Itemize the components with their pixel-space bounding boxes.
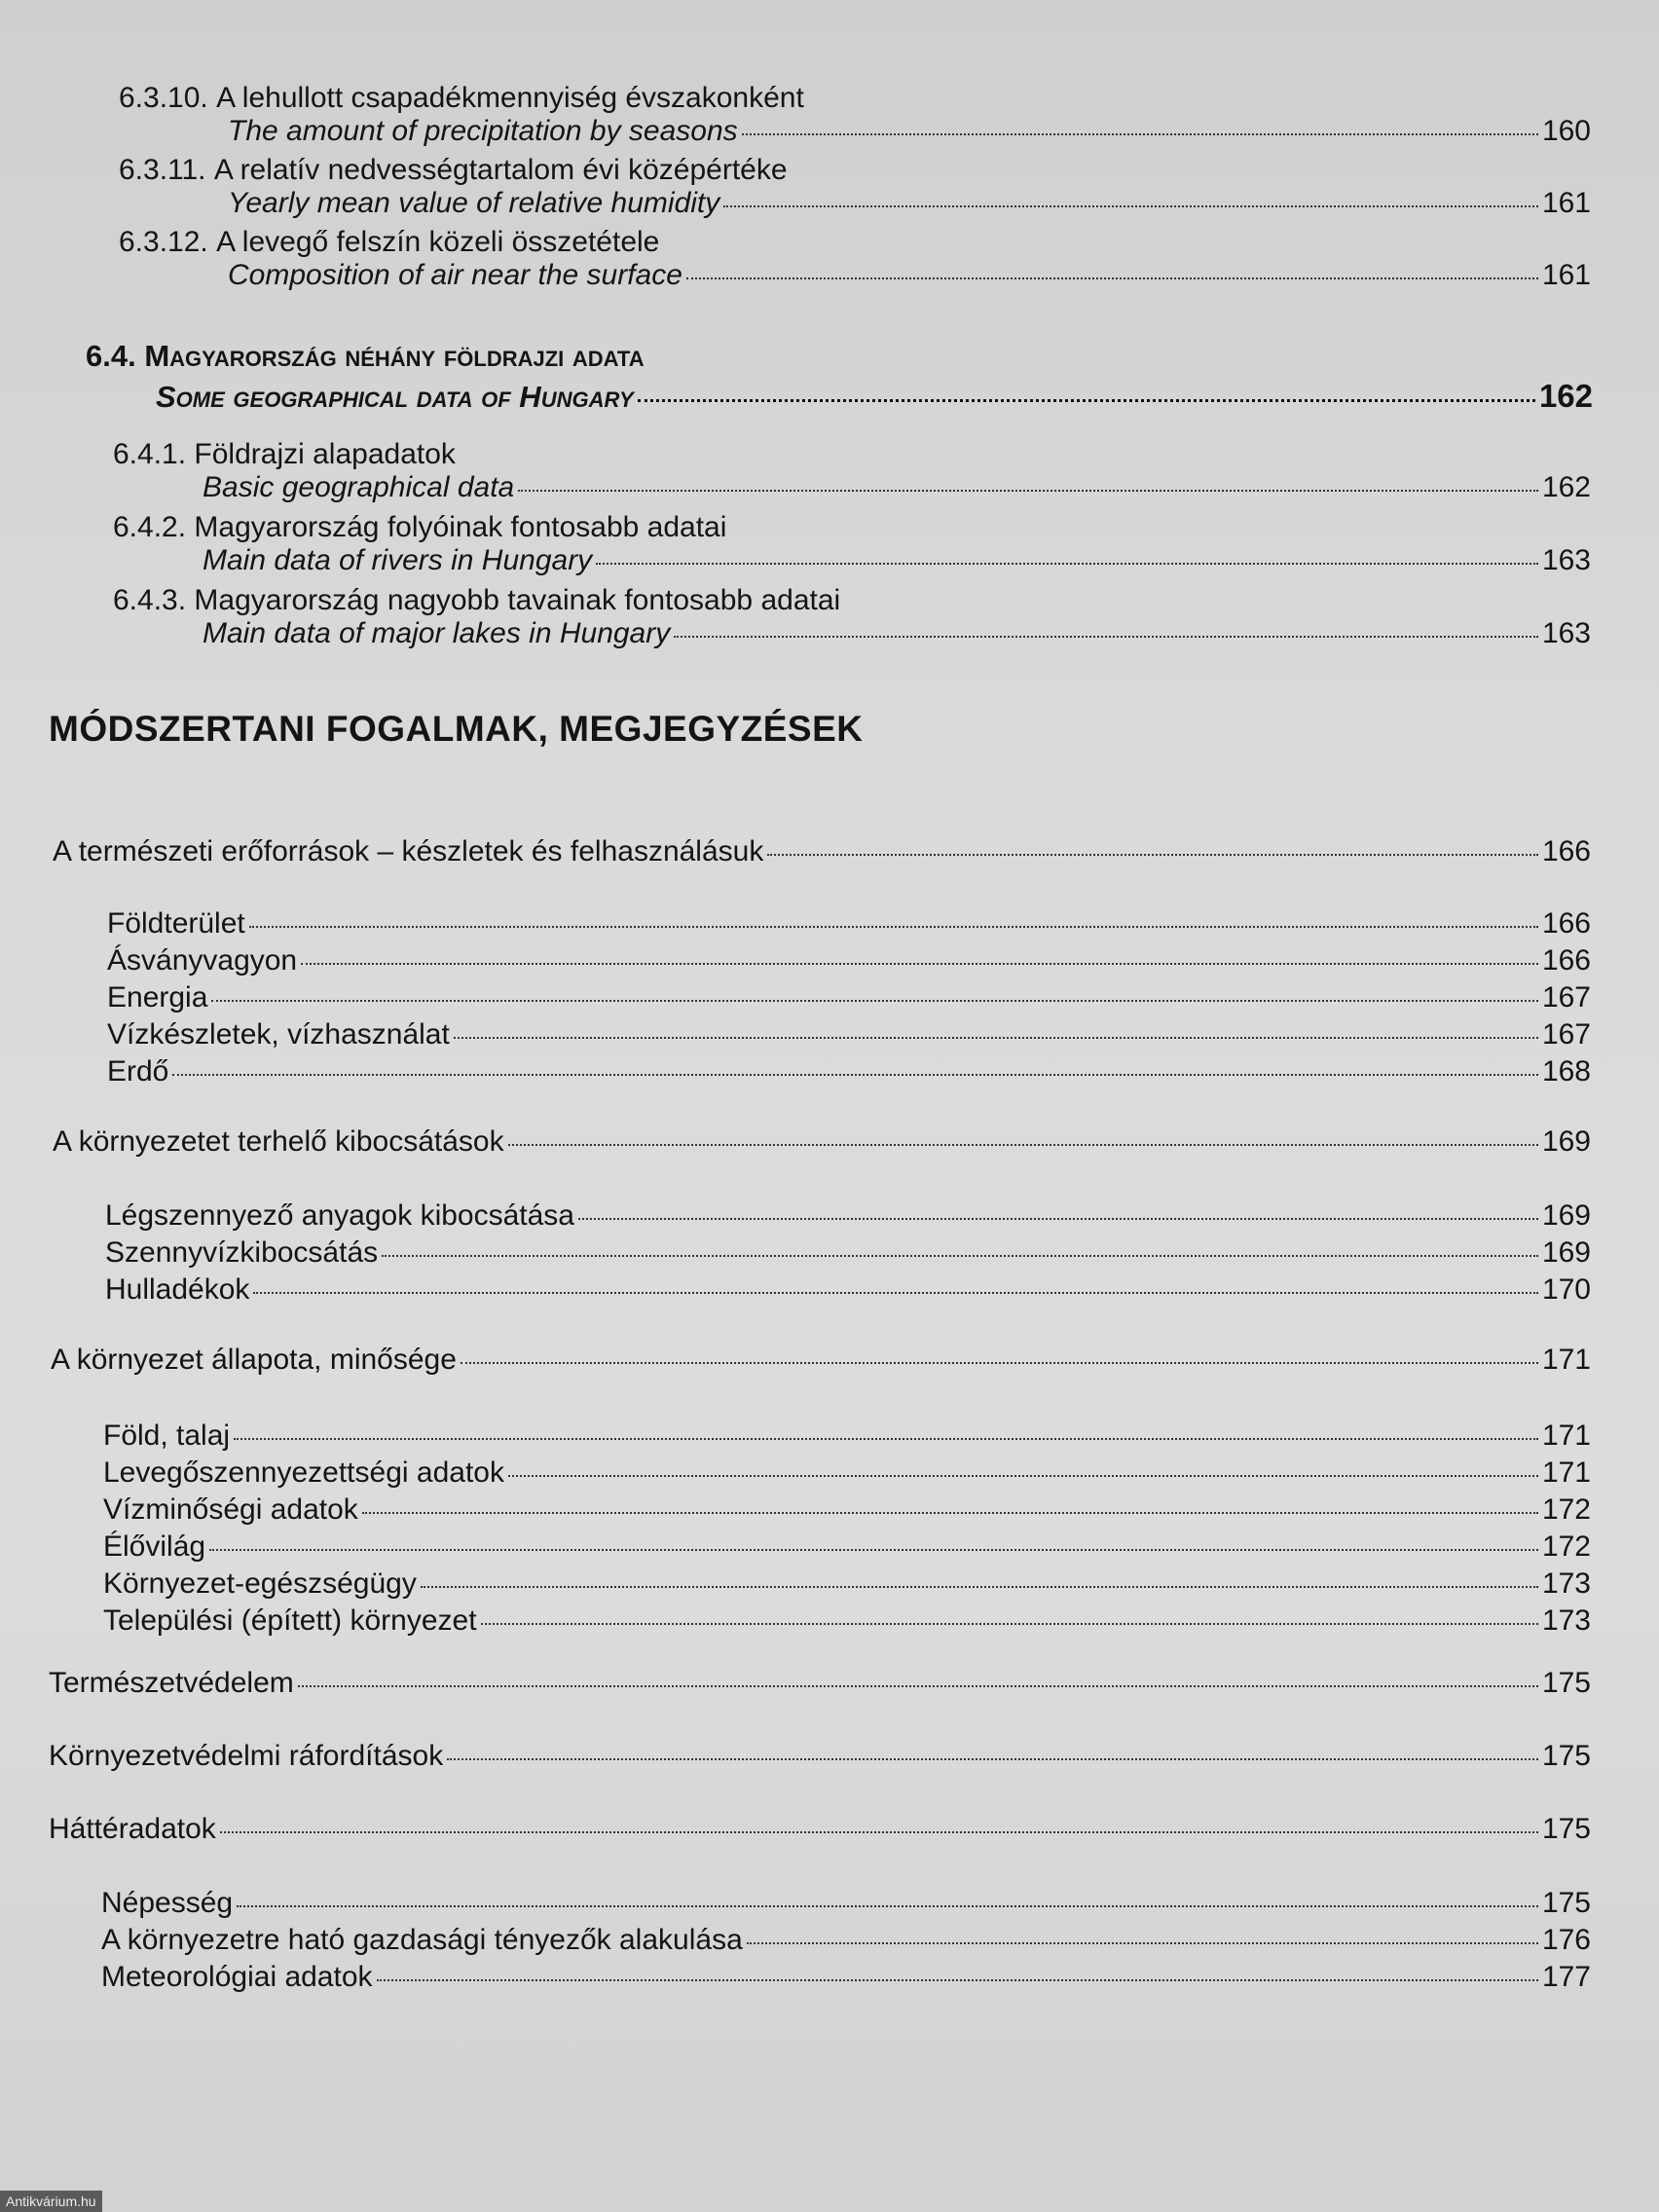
group-title: Környezetvédelmi ráfordítások	[49, 1740, 444, 1772]
leader-dots	[508, 1144, 1538, 1146]
toc-subitem[interactable]	[107, 1053, 1591, 1090]
page-number: 168	[1541, 1055, 1591, 1088]
toc-entry-6-4-3[interactable]	[113, 584, 1591, 650]
section-title-en: Some geographical data of Hungary	[156, 380, 634, 414]
toc-title-en: The amount of precipitation by seasons	[228, 115, 738, 147]
page-number: 171	[1541, 1344, 1591, 1376]
page-number: 172	[1541, 1530, 1591, 1563]
section-title-hu: Magyarország néhány földrajzi adata	[144, 339, 645, 373]
page-number: 162	[1541, 471, 1591, 503]
toc-group-environmental-expenditures[interactable]	[49, 1740, 1591, 1773]
page-number: 176	[1541, 1924, 1591, 1956]
toc-title-en: Yearly mean value of relative humidity	[228, 187, 720, 219]
watermark: Antikvárium.hu	[0, 2191, 102, 2212]
toc-subitem[interactable]	[103, 1418, 1591, 1455]
toc-subitem[interactable]	[105, 1235, 1591, 1272]
toc-group-emissions[interactable]	[53, 1125, 1591, 1159]
page-number: 166	[1541, 907, 1591, 940]
leader-dots	[237, 1905, 1538, 1907]
toc-number: 6.3.12.	[119, 226, 208, 258]
leader-dots	[301, 963, 1538, 965]
toc-title-hu: Magyarország folyóinak fontosabb adatai	[194, 511, 727, 543]
toc-subitem[interactable]	[107, 905, 1591, 942]
toc-subitem[interactable]	[103, 1603, 1591, 1640]
toc-group-background-data[interactable]	[49, 1813, 1591, 1846]
toc-subitem[interactable]	[105, 1198, 1591, 1235]
toc-subitems-background-data	[101, 1885, 1591, 1996]
subitem-label: Légszennyező anyagok kibocsátása	[105, 1199, 574, 1232]
toc-entry-6-3-10[interactable]	[119, 82, 1591, 148]
leader-dots	[674, 636, 1538, 638]
toc-subitem[interactable]	[103, 1455, 1591, 1492]
leader-dots	[686, 277, 1538, 279]
toc-subitem[interactable]	[107, 1016, 1591, 1053]
toc-subitem[interactable]	[101, 1885, 1591, 1922]
subitem-label: Települési (épített) környezet	[103, 1604, 477, 1637]
toc-subitem[interactable]	[103, 1529, 1591, 1566]
page-number: 177	[1541, 1961, 1591, 1993]
subitem-label: Vízkészletek, vízhasználat	[107, 1018, 450, 1051]
group-title: A környezet állapota, minősége	[51, 1344, 457, 1376]
group-title: Természetvédelem	[49, 1667, 294, 1699]
subitem-label: Meteorológiai adatok	[101, 1961, 373, 1993]
subitem-label: Energia	[107, 981, 208, 1014]
toc-subitem[interactable]	[105, 1272, 1591, 1309]
page-number: 169	[1541, 1236, 1591, 1269]
toc-subitem[interactable]	[103, 1492, 1591, 1529]
page-number: 175	[1541, 1667, 1591, 1699]
subitem-label: Hulladékok	[105, 1273, 250, 1306]
page-number: 166	[1541, 944, 1591, 977]
section-number: 6.4.	[86, 339, 136, 373]
leader-dots	[742, 133, 1538, 135]
toc-title-hu: Magyarország nagyobb tavainak fontosabb adatai	[194, 584, 841, 616]
toc-subitem[interactable]	[103, 1566, 1591, 1603]
page-number: 173	[1541, 1567, 1591, 1600]
leader-dots	[454, 1037, 1538, 1039]
toc-entry-6-3-12[interactable]	[119, 226, 1591, 292]
toc-group-environment-state[interactable]	[51, 1344, 1591, 1377]
leader-dots	[508, 1475, 1538, 1477]
toc-number: 6.3.11.	[119, 154, 206, 186]
leader-dots	[298, 1685, 1538, 1687]
toc-subitem[interactable]	[101, 1922, 1591, 1959]
leader-dots	[638, 399, 1535, 402]
page-number: 172	[1541, 1493, 1591, 1526]
page-number: 170	[1541, 1273, 1591, 1306]
subitem-label: Földterület	[107, 907, 245, 940]
page-number: 163	[1541, 544, 1591, 576]
leader-dots	[249, 926, 1538, 928]
toc-title-en: Basic geographical data	[203, 471, 515, 503]
subitem-label: Föld, talaj	[103, 1419, 231, 1452]
page-number: 173	[1541, 1604, 1591, 1637]
toc-title-hu: A levegő felszín közeli összetétele	[216, 226, 660, 258]
toc-title-hu: A relatív nedvességtartalom évi középértéke	[213, 154, 788, 186]
leader-dots	[767, 854, 1538, 856]
leader-dots	[382, 1255, 1538, 1257]
toc-subitems-natural-resources	[107, 905, 1591, 1090]
page-number: 171	[1541, 1419, 1591, 1452]
toc-group-natural-resources[interactable]	[53, 835, 1591, 868]
leader-dots	[253, 1292, 1538, 1294]
leader-dots	[596, 563, 1538, 565]
toc-subitem[interactable]	[101, 1959, 1591, 1996]
page-number: 167	[1541, 1018, 1591, 1051]
subitem-label: Erdő	[107, 1055, 169, 1088]
toc-title-hu: Földrajzi alapadatok	[194, 438, 456, 470]
toc-number: 6.3.10.	[119, 82, 208, 114]
toc-subitem[interactable]	[107, 979, 1591, 1016]
leader-dots	[377, 1979, 1538, 1981]
subitem-label: Levegőszennyezettségi adatok	[103, 1456, 504, 1489]
page-number: 166	[1541, 835, 1591, 867]
toc-number: 6.4.3.	[113, 584, 187, 616]
page-number: 162	[1538, 378, 1593, 414]
leader-dots	[518, 490, 1538, 492]
toc-title-en: Main data of major lakes in Hungary	[203, 617, 671, 649]
leader-dots	[481, 1623, 1538, 1625]
leader-dots	[172, 1074, 1538, 1076]
page-number: 161	[1541, 187, 1591, 219]
toc-number: 6.4.2.	[113, 511, 187, 543]
group-title: Háttéradatok	[49, 1813, 216, 1845]
toc-section-6-4[interactable]	[86, 339, 1593, 415]
toc-title-hu: A lehullott csapadékmennyiség évszakonként	[216, 82, 804, 114]
subitem-label: A környezetre ható gazdasági tényezők alakulása	[101, 1924, 743, 1956]
subitem-label: Ásványvagyon	[107, 944, 298, 977]
subitem-label: Szennyvízkibocsátás	[105, 1236, 379, 1269]
page-number: 171	[1541, 1456, 1591, 1489]
leader-dots	[747, 1942, 1538, 1944]
page-number: 163	[1541, 617, 1591, 649]
toc-title-en: Composition of air near the surface	[228, 259, 682, 291]
leader-dots	[723, 205, 1538, 207]
leader-dots	[211, 1000, 1538, 1002]
toc-subitems-emissions	[105, 1198, 1591, 1309]
group-title: A környezetet terhelő kibocsátások	[53, 1125, 504, 1158]
toc-group-nature-protection[interactable]	[49, 1667, 1591, 1700]
methods-heading: MÓDSZERTANI FOGALMAK, MEGJEGYZÉSEK	[49, 709, 864, 749]
page-number: 169	[1541, 1199, 1591, 1232]
leader-dots	[461, 1362, 1538, 1364]
page-number: 175	[1541, 1740, 1591, 1772]
toc-entry-6-3-11[interactable]	[119, 154, 1591, 220]
leader-dots	[209, 1549, 1538, 1551]
toc-entry-6-4-2[interactable]	[113, 511, 1591, 577]
page-number: 175	[1541, 1887, 1591, 1919]
leader-dots	[362, 1512, 1538, 1514]
leader-dots	[220, 1831, 1538, 1833]
toc-subitems-environment-state	[103, 1418, 1591, 1640]
page-number: 167	[1541, 981, 1591, 1014]
leader-dots	[421, 1586, 1538, 1588]
group-title: A természeti erőforrások – készletek és felhasználásuk	[53, 835, 764, 867]
page-number: 160	[1541, 115, 1591, 147]
toc-number: 6.4.1.	[113, 438, 187, 470]
leader-dots	[447, 1758, 1538, 1760]
subitem-label: Vízminőségi adatok	[103, 1493, 358, 1526]
page-number: 161	[1541, 259, 1591, 291]
toc-subitem[interactable]	[107, 942, 1591, 979]
toc-title-en: Main data of rivers in Hungary	[203, 544, 593, 576]
page-number: 175	[1541, 1813, 1591, 1845]
toc-entry-6-4-1[interactable]	[113, 438, 1591, 504]
leader-dots	[578, 1218, 1538, 1220]
subitem-label: Népesség	[101, 1887, 234, 1919]
subitem-label: Élővilág	[103, 1530, 206, 1563]
subitem-label: Környezet-egészségügy	[103, 1567, 417, 1600]
leader-dots	[234, 1438, 1538, 1440]
page-number: 169	[1541, 1125, 1591, 1158]
